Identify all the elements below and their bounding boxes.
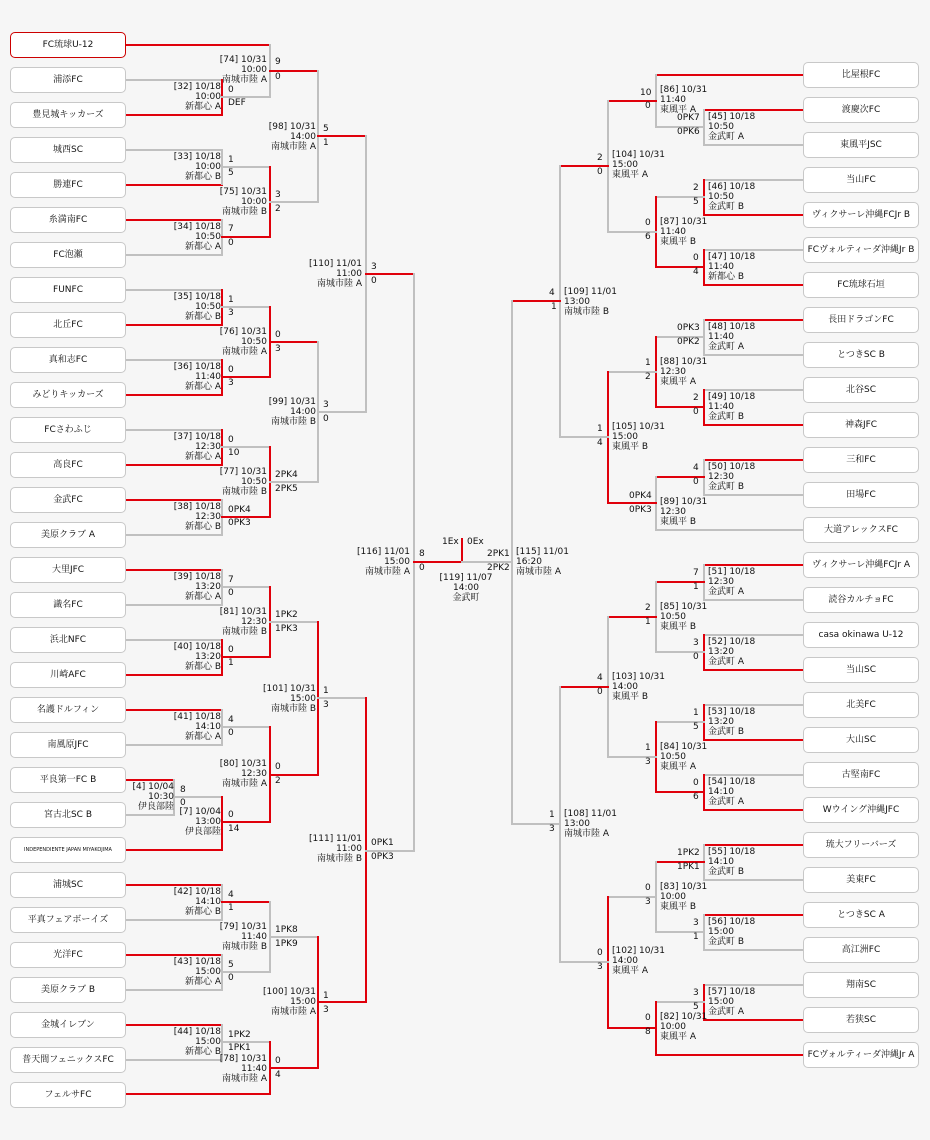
score-label: 1PK1	[677, 862, 700, 872]
team-box[interactable]: 若狭SC	[803, 1007, 919, 1033]
score-label: 0PK6	[677, 127, 700, 137]
score-label: 0	[419, 563, 425, 573]
score-label: 0PK4	[228, 505, 251, 515]
score-label: 3	[275, 190, 281, 200]
score-label: 0	[228, 645, 234, 655]
score-label: 3	[323, 400, 329, 410]
match-info: [54] 10/18 14:10 金武町 A	[708, 777, 756, 807]
score-label: 0	[275, 330, 281, 340]
score-label: 1	[551, 302, 557, 312]
team-box[interactable]: 神森JFC	[803, 412, 919, 438]
team-box[interactable]: 金城イレブン	[10, 1012, 126, 1038]
match-info: [79] 10/31 11:40 南城市陸 B	[219, 922, 267, 952]
match-info: [88] 10/31 12:30 東風平 A	[660, 357, 708, 387]
score-label: 0	[275, 72, 281, 82]
score-label: 1	[693, 582, 699, 592]
match-info: [89] 10/31 12:30 東風平 B	[660, 497, 708, 527]
score-label: 0	[228, 365, 234, 375]
team-box[interactable]: 美東FC	[803, 867, 919, 893]
match-info: [99] 10/31 14:00 南城市陸 B	[268, 397, 316, 427]
score-label: 4	[228, 715, 234, 725]
score-label: 5	[228, 960, 234, 970]
team-box[interactable]: みどりキッカーズ	[10, 382, 126, 408]
team-box[interactable]: 浦添FC	[10, 67, 126, 93]
score-label: 2	[693, 393, 699, 403]
match-info: [44] 10/18 15:00 新都心 B	[173, 1027, 221, 1057]
score-label: 1	[228, 155, 234, 165]
match-info: [87] 10/31 11:40 東風平 B	[660, 217, 708, 247]
score-label: 0	[645, 218, 651, 228]
score-label: 1	[228, 903, 234, 913]
score-label: 1	[597, 424, 603, 434]
score-label: 0PK2	[677, 337, 700, 347]
match-info: [42] 10/18 14:10 新都心 B	[173, 887, 221, 917]
team-box[interactable]: 比屋根FC	[803, 62, 919, 88]
score-label: 1	[645, 617, 651, 627]
score-label: 8	[180, 785, 186, 795]
score-label: 0	[693, 652, 699, 662]
team-box[interactable]: 名護ドルフィン	[10, 697, 126, 723]
team-box[interactable]: 長田ドラゴンFC	[803, 307, 919, 333]
score-label: 2PK4	[275, 470, 298, 480]
score-label: 3	[693, 918, 699, 928]
score-label: 3	[645, 757, 651, 767]
team-box[interactable]: 宮古北SC B	[10, 802, 126, 828]
team-box[interactable]: FC琉球U-12	[10, 32, 126, 58]
match-info: [108] 11/01 13:00 南城市陸 A	[564, 809, 617, 839]
score-label: 14	[228, 824, 240, 834]
score-label: 0	[323, 414, 329, 424]
match-info: [35] 10/18 10:50 新都心 B	[173, 292, 221, 322]
team-box[interactable]: 光洋FC	[10, 942, 126, 968]
score-label: 0PK7	[677, 113, 700, 123]
score-label: 1	[549, 810, 555, 820]
team-box[interactable]: FC泡瀬	[10, 242, 126, 268]
team-box[interactable]: 高江洲FC	[803, 937, 919, 963]
score-label: 9	[275, 57, 281, 67]
match-info: [45] 10/18 10:50 金武町 A	[708, 112, 756, 142]
team-box[interactable]: 浜北NFC	[10, 627, 126, 653]
score-label: 0	[180, 798, 186, 808]
match-info: [74] 10/31 10:00 南城市陸 A	[219, 55, 267, 85]
score-label: 2	[645, 372, 651, 382]
score-label: 4	[549, 288, 555, 298]
score-label: 4	[275, 1070, 281, 1080]
score-label: 1	[693, 932, 699, 942]
score-label: 1PK2	[228, 1030, 251, 1040]
team-box[interactable]: 真和志FC	[10, 347, 126, 373]
team-box[interactable]: 読谷カルチョFC	[803, 587, 919, 613]
score-label: 2	[275, 776, 281, 786]
match-info: [36] 10/18 11:40 新都心 A	[173, 362, 221, 392]
match-info: [43] 10/18 15:00 新都心 A	[173, 957, 221, 987]
score-label: 0PK3	[677, 323, 700, 333]
score-label: 5	[693, 722, 699, 732]
score-label: 0	[228, 588, 234, 598]
team-box[interactable]: 美原クラブ A	[10, 522, 126, 548]
match-info: [110] 11/01 11:00 南城市陸 A	[309, 259, 362, 289]
score-label: 1PK3	[275, 624, 298, 634]
match-info: [78] 10/31 11:40 南城市陸 A	[219, 1054, 267, 1084]
score-label: 3	[693, 988, 699, 998]
score-label: 3	[371, 262, 377, 272]
score-label: 0PK4	[629, 491, 652, 501]
team-box[interactable]: 高良FC	[10, 452, 126, 478]
team-box[interactable]: ヴィクサーレ沖縄FCJr B	[803, 202, 919, 228]
match-info: [38] 10/18 12:30 新都心 B	[173, 502, 221, 532]
score-label: 3	[228, 378, 234, 388]
score-label: 2	[275, 204, 281, 214]
score-label: 0	[275, 1056, 281, 1066]
score-label: 0	[597, 687, 603, 697]
score-label: 5	[323, 124, 329, 134]
match-info: [37] 10/18 12:30 新都心 A	[173, 432, 221, 462]
match-info: [98] 10/31 14:00 南城市陸 A	[268, 122, 316, 152]
match-info: [76] 10/31 10:50 南城市陸 A	[219, 327, 267, 357]
match-info: [53] 10/18 13:20 金武町 B	[708, 707, 756, 737]
score-label: 1	[645, 358, 651, 368]
match-info: [55] 10/18 14:10 金武町 B	[708, 847, 756, 877]
score-label: 7	[693, 568, 699, 578]
score-label: 1	[323, 686, 329, 696]
team-box[interactable]: 大山SC	[803, 727, 919, 753]
match-info: [77] 10/31 10:50 南城市陸 B	[219, 467, 267, 497]
score-label: 0	[693, 407, 699, 417]
team-box[interactable]: ヴィクサーレ沖縄FCJr A	[803, 552, 919, 578]
score-label: 0PK3	[371, 852, 394, 862]
team-box[interactable]: 勝連FC	[10, 172, 126, 198]
score-label: 1PK8	[275, 925, 298, 935]
match-info: [85] 10/31 10:50 東風平 B	[660, 602, 708, 632]
score-label: 5	[693, 197, 699, 207]
team-box[interactable]: とつきSC B	[803, 342, 919, 368]
match-info: [48] 10/18 11:40 金武町 A	[708, 322, 756, 352]
team-box[interactable]: 普天間フェニックスFC	[10, 1047, 126, 1073]
team-box[interactable]: 大里JFC	[10, 557, 126, 583]
score-label: 1	[645, 743, 651, 753]
score-label: 7	[228, 575, 234, 585]
score-label: 0PK3	[228, 518, 251, 528]
team-box[interactable]: 北丘FC	[10, 312, 126, 338]
match-info: [80] 10/31 12:30 南城市陸 A	[219, 759, 267, 789]
team-box[interactable]: 翔南SC	[803, 972, 919, 998]
team-box[interactable]: 三和FC	[803, 447, 919, 473]
score-label: 4	[597, 673, 603, 683]
score-label: 0	[228, 85, 234, 95]
score-label: 0	[228, 973, 234, 983]
score-label: 3	[549, 824, 555, 834]
match-info: [46] 10/18 10:50 金武町 B	[708, 182, 756, 212]
team-box[interactable]: 琉大フリーバーズ	[803, 832, 919, 858]
team-box[interactable]: 金武FC	[10, 487, 126, 513]
score-label: DEF	[228, 98, 246, 108]
score-label: 10	[640, 88, 652, 98]
team-box[interactable]: FUNFC	[10, 277, 126, 303]
team-box[interactable]: 糸満南FC	[10, 207, 126, 233]
match-info: [101] 10/31 15:00 南城市陸 B	[263, 684, 316, 714]
score-label: 3	[323, 700, 329, 710]
score-label: 6	[645, 232, 651, 242]
score-label: 0	[228, 238, 234, 248]
final-score: 1Ex	[442, 537, 459, 547]
match-info: [7] 10/04 13:00 伊良部陸	[179, 807, 221, 837]
team-box[interactable]: casa okinawa U-12	[803, 622, 919, 648]
score-label: 2	[645, 603, 651, 613]
score-label: 5	[228, 168, 234, 178]
match-info: [81] 10/31 12:30 南城市陸 B	[219, 607, 267, 637]
match-info: [103] 10/31 14:00 東風平 B	[612, 672, 665, 702]
score-label: 0	[693, 778, 699, 788]
score-label: 1PK2	[275, 610, 298, 620]
team-box[interactable]: 美原クラブ B	[10, 977, 126, 1003]
match-info: [75] 10/31 10:00 南城市陸 B	[219, 187, 267, 217]
match-info: [33] 10/18 10:00 新都心 B	[173, 152, 221, 182]
team-box[interactable]: 田場FC	[803, 482, 919, 508]
team-box[interactable]: 識名FC	[10, 592, 126, 618]
team-box[interactable]: 平真フェアボーイズ	[10, 907, 126, 933]
score-label: 2PK5	[275, 484, 298, 494]
score-label: 0	[228, 810, 234, 820]
team-box[interactable]: 東風平JSC	[803, 132, 919, 158]
match-info: [39] 10/18 13:20 新都心 A	[173, 572, 221, 602]
score-label: 0	[371, 276, 377, 286]
score-label: 0	[645, 883, 651, 893]
team-box[interactable]: FCヴォルティーダ沖縄Jr A	[803, 1042, 919, 1068]
match-info: [109] 11/01 13:00 南城市陸 B	[564, 287, 617, 317]
match-info: [4] 10/04 10:30 伊良部陸	[132, 782, 174, 812]
match-info: [105] 10/31 15:00 東風平 B	[612, 422, 665, 452]
team-box[interactable]: FC琉球石垣	[803, 272, 919, 298]
match-info: [32] 10/18 10:00 新都心 A	[173, 82, 221, 112]
score-label: 1	[323, 138, 329, 148]
match-info: [57] 10/18 15:00 金武町 A	[708, 987, 756, 1017]
match-info: [116] 11/01 15:00 南城市陸 A	[357, 547, 410, 577]
score-label: 0	[693, 253, 699, 263]
match-info: [83] 10/31 10:00 東風平 B	[660, 882, 708, 912]
match-info: [115] 11/01 16:20 南城市陸 A	[516, 547, 569, 577]
score-label: 1	[323, 991, 329, 1001]
score-label: 0	[228, 435, 234, 445]
score-label: 3	[275, 344, 281, 354]
match-info: [50] 10/18 12:30 金武町 B	[708, 462, 756, 492]
score-label: 1	[693, 708, 699, 718]
score-label: 4	[693, 267, 699, 277]
team-box[interactable]: 北美FC	[803, 692, 919, 718]
score-label: 2	[693, 183, 699, 193]
match-info: [100] 10/31 15:00 南城市陸 A	[263, 987, 316, 1017]
team-box[interactable]: とつきSC A	[803, 902, 919, 928]
match-info: [47] 10/18 11:40 新都心 B	[708, 252, 756, 282]
score-label: 0	[597, 167, 603, 177]
score-label: 4	[693, 463, 699, 473]
match-info: [84] 10/31 10:50 東風平 A	[660, 742, 708, 772]
team-box[interactable]: 南風原JFC	[10, 732, 126, 758]
team-box[interactable]: FCさわふじ	[10, 417, 126, 443]
final-match-info: [119] 11/07 14:00 金武町	[439, 573, 493, 603]
score-label: 1PK2	[677, 848, 700, 858]
match-info: [51] 10/18 12:30 金武町 A	[708, 567, 756, 597]
team-box[interactable]: Wウイング沖縄JFC	[803, 797, 919, 823]
score-label: 4	[597, 438, 603, 448]
match-info: [104] 10/31 15:00 東風平 A	[612, 150, 665, 180]
match-info: [86] 10/31 11:40 東風平 A	[660, 85, 708, 115]
score-label: 3	[228, 308, 234, 318]
match-info: [56] 10/18 15:00 金武町 B	[708, 917, 756, 947]
score-label: 0PK3	[629, 505, 652, 515]
team-box[interactable]: 川崎AFC	[10, 662, 126, 688]
score-label: 2PK2	[487, 563, 510, 573]
match-info: [111] 11/01 11:00 南城市陸 B	[309, 834, 362, 864]
score-label: 0PK1	[371, 838, 394, 848]
final-score: 0Ex	[467, 537, 484, 547]
score-label: 4	[228, 890, 234, 900]
score-label: 1	[228, 295, 234, 305]
score-label: 3	[323, 1005, 329, 1015]
score-label: 0	[228, 728, 234, 738]
team-box[interactable]: 当山FC	[803, 167, 919, 193]
team-box[interactable]: 古堅南FC	[803, 762, 919, 788]
team-box[interactable]: FCヴォルティーダ沖縄Jr B	[803, 237, 919, 263]
team-box[interactable]: 豊見城キッカーズ	[10, 102, 126, 128]
match-info: [102] 10/31 14:00 東風平 A	[612, 946, 665, 976]
team-box[interactable]: 大道アレックスFC	[803, 517, 919, 543]
score-label: 1	[228, 658, 234, 668]
match-info: [49] 10/18 11:40 金武町 B	[708, 392, 756, 422]
score-label: 3	[645, 897, 651, 907]
score-label: 7	[228, 224, 234, 234]
score-label: 0	[597, 948, 603, 958]
team-box[interactable]: 平良第一FC B	[10, 767, 126, 793]
match-info: [82] 10/31 10:00 東風平 A	[660, 1012, 708, 1042]
score-label: 2	[597, 153, 603, 163]
score-label: 8	[645, 1027, 651, 1037]
match-info: [40] 10/18 13:20 新都心 B	[173, 642, 221, 672]
score-label: 2PK1	[487, 549, 510, 559]
match-info: [34] 10/18 10:50 新都心 A	[173, 222, 221, 252]
score-label: 5	[693, 1002, 699, 1012]
team-box[interactable]: 浦城SC	[10, 872, 126, 898]
team-box[interactable]: 北谷SC	[803, 377, 919, 403]
team-box[interactable]: 城西SC	[10, 137, 126, 163]
score-label: 1PK9	[275, 939, 298, 949]
score-label: 3	[693, 638, 699, 648]
team-box[interactable]: フェルサFC	[10, 1082, 126, 1108]
score-label: 6	[693, 792, 699, 802]
score-label: 1PK1	[228, 1043, 251, 1053]
match-info: [52] 10/18 13:20 金武町 A	[708, 637, 756, 667]
score-label: 0	[645, 101, 651, 111]
match-info: [41] 10/18 14:10 新都心 A	[173, 712, 221, 742]
team-box[interactable]: 当山SC	[803, 657, 919, 683]
score-label: 0	[693, 477, 699, 487]
team-box[interactable]: 渡慶次FC	[803, 97, 919, 123]
score-label: 10	[228, 448, 240, 458]
score-label: 8	[419, 549, 425, 559]
team-box[interactable]: INDEPENDIENTE JAPAN MIYAKOJIMA	[10, 837, 126, 863]
score-label: 3	[597, 962, 603, 972]
score-label: 0	[275, 762, 281, 772]
score-label: 0	[645, 1013, 651, 1023]
